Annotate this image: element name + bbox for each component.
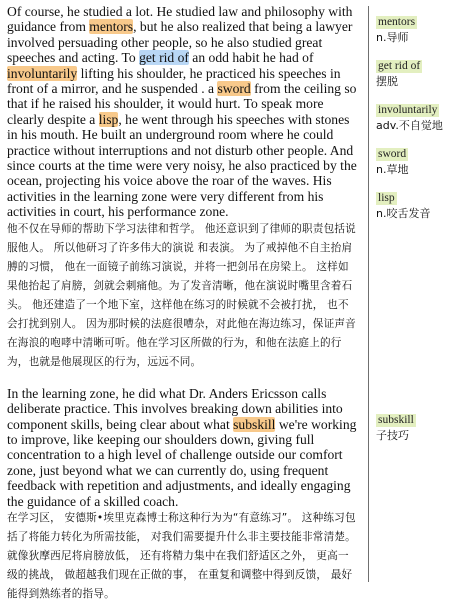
text-segment: In the learning zone, he did what Dr. Anders Ericsson calls deliberate practice. This involves breaking down abilities into component skills, being clear about what bbox=[7, 385, 343, 432]
paragraph-2-chinese: 在学习区， 安德斯•埃里克森博士称这种行为为“有意练习”。 这种练习包括了将能力转化为所需技能， 对我们需要提升什么非主要技能非常清楚。 就像狄摩西尼将肩膀放低， 还有将精力集中在我们舒适区之外， 更高一级的挑战， 做超越我们现在正做的事， 在重复和调整中得到反馈， 最好能得到熟练者的指导。 bbox=[7, 511, 356, 600]
paragraph-gap bbox=[7, 372, 359, 386]
glossary-note-get-rid-of[interactable] bbox=[376, 54, 422, 89]
glossary-note-mentors[interactable] bbox=[376, 10, 417, 45]
glossary-note-subskill[interactable] bbox=[376, 408, 416, 443]
glossary-definition: 摆脱 bbox=[376, 75, 398, 88]
text-segment: we're working to improve, like keeping our shoulders down, giving full concentration to a high level of challenge outside our comfort zone, just beyond what we can currently do, using frequent feedback with repetition and adjustments, and ideally engaging the guidance of a skilled coach. bbox=[7, 416, 357, 509]
glossary-note-sword[interactable] bbox=[376, 142, 408, 177]
text-segment: lifting his shoulder, he practiced his speeches in front of a mirror, and he suspended . a bbox=[7, 65, 341, 97]
text-segment: from the ceiling so that if he raised his shoulder, it would hurt. To speak more clearly despite a bbox=[7, 81, 357, 127]
highlight-subskill[interactable]: subskill bbox=[233, 416, 276, 432]
paragraph-2-english bbox=[7, 386, 359, 509]
glossary-word: get rid of bbox=[378, 60, 421, 72]
glossary-word: sword bbox=[378, 148, 407, 160]
highlight-sword[interactable]: sword bbox=[217, 81, 251, 97]
glossary-word: subskill bbox=[378, 414, 414, 426]
glossary-word: mentors bbox=[378, 16, 416, 28]
highlight-get-rid-of[interactable]: get rid of bbox=[139, 50, 189, 66]
highlight-mentors[interactable]: mentors bbox=[89, 19, 134, 35]
text-segment: , but he also realized that being a lawyer involved persuading other people, so he also studied great speeches and acting. To bbox=[7, 19, 353, 66]
highlight-involuntarily[interactable]: involuntarily bbox=[7, 65, 78, 81]
glossary-word: lisp bbox=[378, 192, 395, 204]
paragraph-1-english bbox=[7, 4, 359, 220]
glossary-note-involuntarily[interactable] bbox=[376, 98, 443, 133]
glossary-word: involuntarily bbox=[378, 104, 438, 116]
highlight-lisp[interactable]: lisp bbox=[98, 111, 119, 127]
glossary-sidebar bbox=[368, 0, 455, 588]
text-segment: an odd habit he had of bbox=[188, 50, 314, 66]
text-segment: , he went through his speeches with stones in his mouth. He built an underground room where he could practice without interruptions and not disturb other people. And since courts at the time were very noisy, he also practiced by the ocean, projecting his voice above the roar of the waves. His activities in the learning zone were very different from his activities in court, his performance zone. bbox=[7, 111, 357, 220]
article-body bbox=[7, 4, 359, 604]
text-segment: Of course, he studied a lot. He studied law and philosophy with guidance from bbox=[7, 4, 353, 35]
sidebar-divider bbox=[368, 6, 369, 582]
glossary-definition: 子技巧 bbox=[376, 429, 409, 442]
glossary-definition: n.草地 bbox=[376, 163, 409, 176]
glossary-definition: n.咬舌发音 bbox=[376, 207, 431, 220]
glossary-definition: n.导师 bbox=[376, 31, 409, 44]
glossary-note-lisp[interactable] bbox=[376, 186, 430, 221]
paragraph-1-chinese: 他不仅在导师的帮助下学习法律和哲学。 他还意识到了律师的职责包括说服他人。 所以他研习了许多伟大的演说 和表演。 为了戒掉他不自主抬肩膊的习惯， 他在一面镜子前练习演说，并将一把剑吊在房梁上。 这样如果他抬起了肩膀，剑就会刺痛他。为了发音清晰，他在演说时嘴里含着石头。 他还建造了一个地下室，这样他在练习的时候就不会被打扰， 也不会打扰到别人。 因为那时候的法庭很嘈杂，对此他在海边练习，保证声音在海浪的咆哮中清晰可听。他在学习区所做的行为，和他在法庭上的行为，也就是他展现区的行为，远远不同。 bbox=[7, 222, 356, 368]
glossary-definition: adv.不自觉地 bbox=[376, 119, 443, 132]
